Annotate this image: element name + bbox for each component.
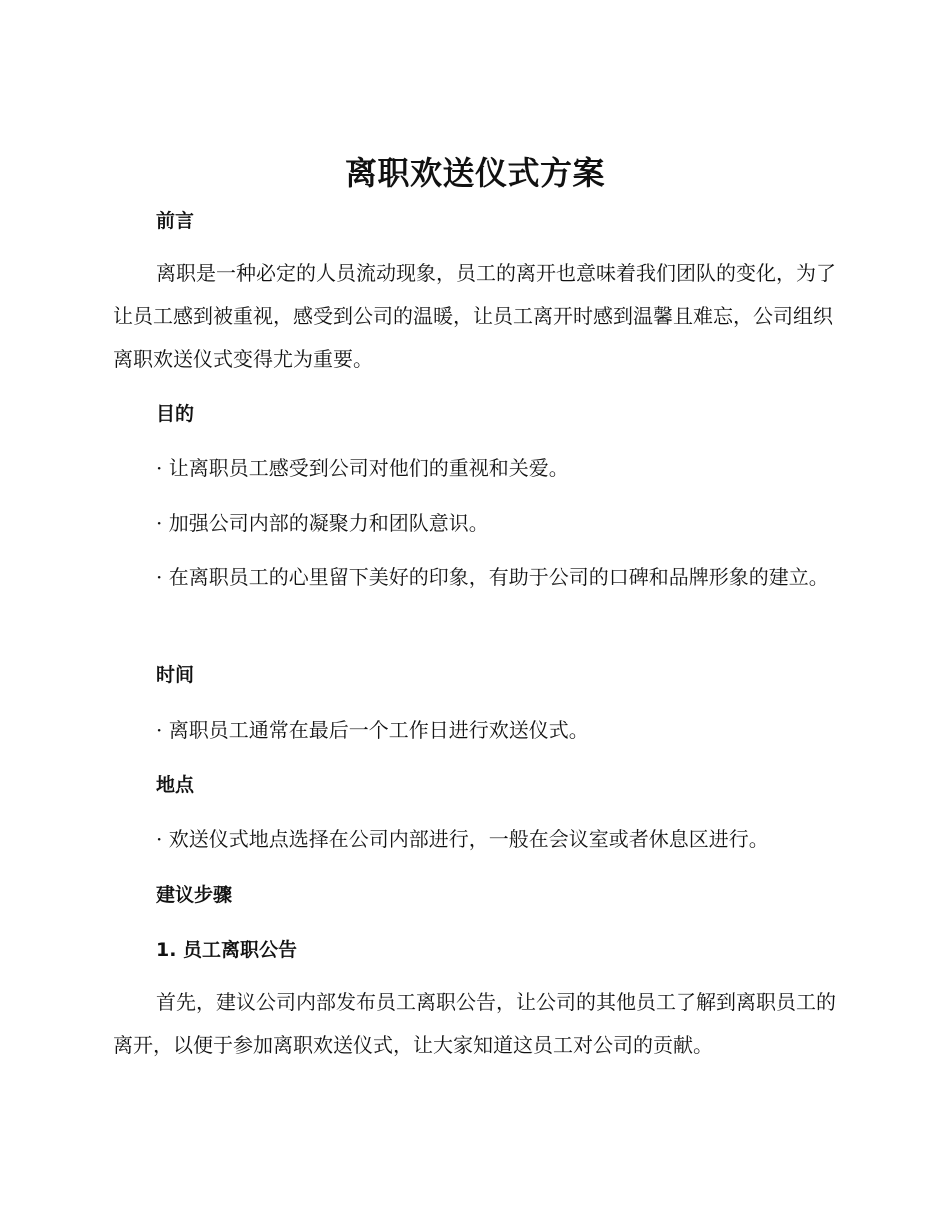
section-heading-preface: 前言 xyxy=(156,210,195,232)
purpose-item-2: · 加强公司内部的凝聚力和团队意识。 xyxy=(156,511,489,535)
section-heading-purpose: 目的 xyxy=(156,403,195,425)
purpose-item-1: · 让离职员工感受到公司对他们的重视和关爱。 xyxy=(156,456,569,480)
document-title: 离职欢送仪式方案 xyxy=(344,154,605,192)
section-heading-location: 地点 xyxy=(156,774,195,796)
preface-paragraph: 离职是一种必定的人员流动现象，员工的离开也意味着我们团队的变化，为了让员工感到被重视，感受到公司的温暖，让员工离开时感到温馨且难忘，公司组织离职欢送仪式变得尤为重要。 xyxy=(113,261,836,371)
time-item-1: · 离职员工通常在最后一个工作日进行欢送仪式。 xyxy=(156,718,589,742)
location-item-1: · 欢送仪式地点选择在公司内部进行，一般在会议室或者休息区进行。 xyxy=(156,827,769,851)
section-heading-time: 时间 xyxy=(156,664,195,686)
purpose-item-3: · 在离职员工的心里留下美好的印象，有助于公司的口碑和品牌形象的建立。 xyxy=(156,565,829,589)
step-1-heading: 1. 员工离职公告 xyxy=(156,939,298,961)
step-1-paragraph: 首先，建议公司内部发布员工离职公告，让公司的其他员工了解到离职员工的离开，以便于参加离职欢送仪式，让大家知道这员工对公司的贡献。 xyxy=(113,990,836,1057)
section-heading-steps: 建议步骤 xyxy=(156,884,233,906)
